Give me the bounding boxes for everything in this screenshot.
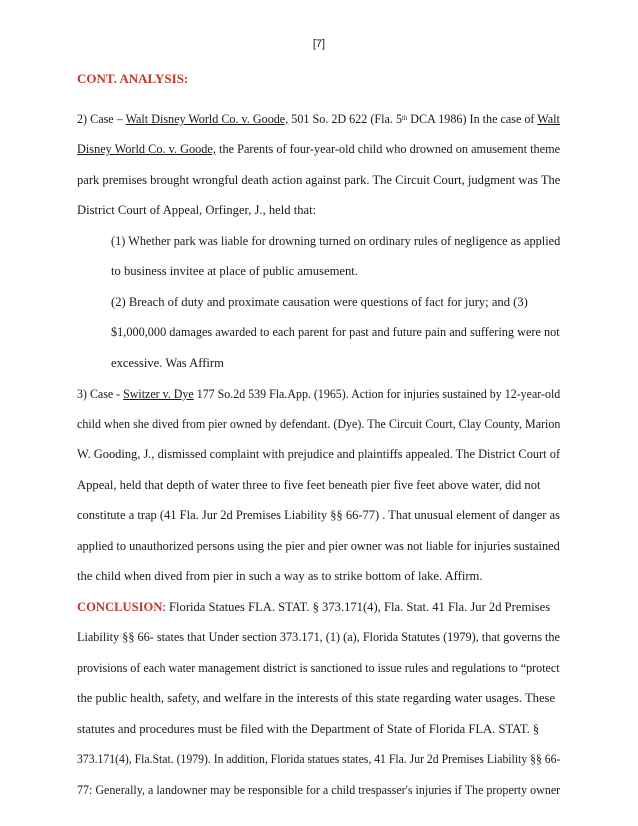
- p2-line-2: [77, 141, 560, 157]
- text-run: : Florida Statues FLA. STAT. § 373.171(4), Fla. Stat. 41 Fla. Jur 2d Premises: [162, 600, 551, 614]
- superscript: th: [402, 114, 408, 122]
- p3-line-5: constitute a trap (41 Fla. Jur 2d Premises Liability §§ 66-77) . That unusual element of danger as: [77, 508, 560, 522]
- p3-line-1: [77, 386, 560, 402]
- p3-line-6: applied to unauthorized persons using the pier and pier owner was not liable for injuries sustained: [77, 539, 560, 553]
- conclusion-line-3: provisions of each water management district is sanctioned to issue rules and regulations to “protect: [77, 661, 560, 675]
- p3-line-3: W. Gooding, J., dismissed complaint with prejudice and plaintiffs appealed. The District Court of: [77, 447, 561, 461]
- p3-line-2: child when she dived from pier owned by defendant. (Dye). The Circuit Court, Clay County, Marion: [77, 417, 561, 431]
- text-run: 501 So. 2D 622 (Fla. 5: [288, 112, 403, 126]
- holding-2-line-2: $1,000,000 damages awarded to each parent for past and future pain and suffering were not: [111, 325, 560, 339]
- case-citation: Disney World Co. v. Goode,: [77, 142, 216, 156]
- holding-1-line-2: to business invitee at place of public amusement.: [111, 264, 358, 278]
- conclusion-line-7: 77: Generally, a landowner may be responsible for a child trespasser's injuries if The property owner: [77, 783, 561, 797]
- p2-line-1: [77, 111, 560, 127]
- conclusion-line-6: 373.171(4), Fla.Stat. (1979). In addition, Florida statues states, 41 Fla. Jur 2d Premises Liability §§ 66-: [77, 752, 561, 766]
- case-citation: Walt Disney World Co. v. Goode,: [125, 112, 289, 126]
- conclusion-line-2: Liability §§ 66- states that Under section 373.171, (1) (a), Florida Statutes (1979), that governs the: [77, 630, 560, 644]
- text-run: 3) Case -: [77, 387, 124, 401]
- case-citation: Switzer v. Dye: [123, 387, 194, 401]
- holding-2-line-1: (2) Breach of duty and proximate causation were questions of fact for jury; and (3): [111, 295, 528, 309]
- conclusion-line-4: the public health, safety, and welfare in the interests of this state regarding water usages. These: [77, 691, 556, 705]
- section-heading: CONT. ANALYSIS:: [77, 71, 189, 86]
- conclusion-label: CONCLUSION: [77, 600, 163, 614]
- case-citation: Walt: [537, 112, 560, 126]
- text-run: 2) Case –: [77, 112, 126, 126]
- text-run: DCA 1986) In the case of: [407, 112, 538, 126]
- p2-line-3: park premises brought wrongful death action against park. The Circuit Court, judgment was The: [77, 173, 561, 187]
- page-number: [7]: [312, 38, 326, 50]
- p3-line-7: the child when dived from pier in such a way as to strike bottom of lake. Affirm.: [77, 569, 483, 583]
- holding-1-line-1: (1) Whether park was liable for drowning turned on ordinary rules of negligence as applied: [111, 234, 561, 248]
- conclusion-line-5: statutes and procedures must be filed with the Department of State of Florida FLA. STAT. §: [77, 722, 540, 736]
- p3-line-4: Appeal, held that depth of water three to five feet beneath pier five feet above water, did not: [77, 478, 541, 492]
- holding-2-line-3: excessive. Was Affirm: [111, 356, 224, 370]
- p2-line-4: District Court of Appeal, Orfinger, J., held that:: [77, 203, 317, 217]
- text-run: the Parents of four-year-old child who drowned on amusement theme: [215, 142, 561, 156]
- text-run: 177 So.2d 539 Fla.App. (1965). Action for injuries sustained by 12-year-old: [193, 387, 561, 401]
- conclusion-line-1: [77, 599, 550, 615]
